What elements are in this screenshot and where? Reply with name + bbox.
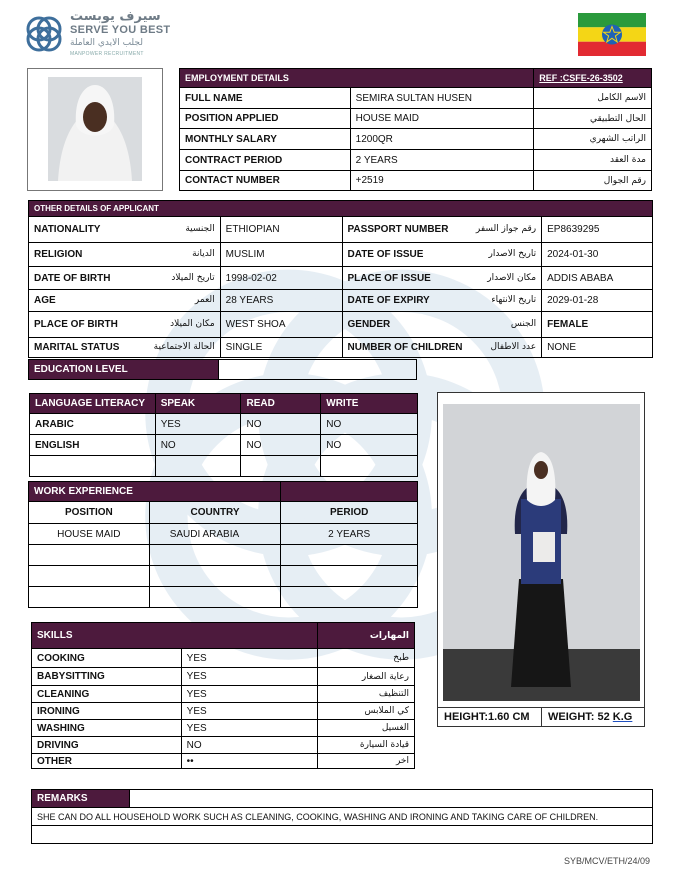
detail-label-ar: الجنسية xyxy=(185,224,215,234)
work-experience-table xyxy=(28,481,418,608)
skill-label: CLEANING xyxy=(32,686,182,703)
skill-label: COOKING xyxy=(32,649,182,668)
language-cell: NO xyxy=(321,414,418,435)
skill-value: NO xyxy=(181,737,318,754)
company-logo xyxy=(22,10,182,60)
detail-value: ETHIOPIAN xyxy=(220,217,342,243)
employment-value: +2519 xyxy=(350,171,534,191)
detail-label: PLACE OF BIRTH xyxy=(34,319,118,330)
logo-arabic: سيرف يوبست xyxy=(70,9,161,24)
logo-sub: MANPOWER RECRUITMENT xyxy=(70,51,144,57)
detail-label: DATE OF BIRTH xyxy=(34,272,111,284)
detail-label-ar: الحالة الاجتماعية xyxy=(153,342,215,352)
work-cell xyxy=(149,566,281,587)
other-details-table xyxy=(28,200,653,358)
language-cell: NO xyxy=(241,435,321,456)
skill-value: YES xyxy=(181,668,318,686)
ref-number: REF :CSFE-26-3502 xyxy=(534,69,652,88)
employment-value: SEMIRA SULTAN HUSEN xyxy=(350,88,534,109)
detail-value: 1998-02-02 xyxy=(220,267,342,290)
employment-row xyxy=(180,150,652,171)
detail-row xyxy=(29,217,653,243)
skill-label: DRIVING xyxy=(32,737,182,754)
employment-label: POSITION APPLIED xyxy=(180,109,351,129)
weight-field xyxy=(542,708,644,727)
detail-label-ar: العمر xyxy=(194,295,215,305)
detail-label-cell xyxy=(29,338,221,358)
logo-english: SERVE YOU BEST xyxy=(70,24,171,36)
work-cell xyxy=(149,545,281,566)
employment-label: FULL NAME xyxy=(180,88,351,109)
language-cell: ARABIC xyxy=(30,414,156,435)
detail-label-ar: مكان الاصدار xyxy=(487,272,537,283)
language-cell xyxy=(321,456,418,477)
employment-row xyxy=(180,88,652,109)
employment-label: MONTHLY SALARY xyxy=(180,129,351,150)
other-details-header: OTHER DETAILS OF APPLICANT xyxy=(29,201,653,217)
skill-row xyxy=(32,720,415,737)
language-cell: NO xyxy=(155,435,241,456)
language-cell: ENGLISH xyxy=(30,435,156,456)
skill-value: YES xyxy=(181,703,318,720)
skill-value: YES xyxy=(181,720,318,737)
employment-value: 1200QR xyxy=(350,129,534,150)
detail-label-cell xyxy=(342,290,542,312)
work-row xyxy=(29,587,418,608)
skills-header: SKILLS xyxy=(32,623,318,649)
full-body-photo-icon xyxy=(443,404,640,701)
detail-label-ar: الديانة xyxy=(192,249,215,259)
skill-label-ar: اخر xyxy=(318,754,415,769)
employment-details-table xyxy=(179,68,652,191)
language-row xyxy=(30,456,418,477)
detail-value: FEMALE xyxy=(542,312,653,338)
detail-label-ar: الجنس xyxy=(510,319,537,329)
work-cell xyxy=(29,566,150,587)
work-cell xyxy=(281,587,418,608)
work-cell: HOUSE MAID xyxy=(29,524,150,545)
education-table xyxy=(28,359,417,380)
applicant-portrait-photo xyxy=(27,68,163,191)
employment-row xyxy=(180,171,652,191)
skill-label: BABYSITTING xyxy=(32,668,182,686)
language-header: WRITE xyxy=(321,394,418,414)
detail-label: GENDER xyxy=(347,319,391,330)
work-column-header: POSITION xyxy=(29,502,150,524)
document-code: SYB/MCV/ETH/24/09 xyxy=(563,856,650,866)
language-cell xyxy=(30,456,156,477)
detail-label-ar: رقم جواز السفر xyxy=(475,224,537,234)
ethiopia-flag-icon xyxy=(578,13,646,56)
language-cell xyxy=(155,456,241,477)
skill-label-ar: الغسيل xyxy=(318,720,415,737)
detail-label-cell xyxy=(342,243,542,267)
language-header: READ xyxy=(241,394,321,414)
skill-row xyxy=(32,686,415,703)
skill-label-ar: قيادة السيارة xyxy=(318,737,415,754)
work-row xyxy=(29,566,418,587)
skill-row xyxy=(32,754,415,769)
employment-label-ar: الحال التطبيقي xyxy=(534,109,652,129)
skill-row xyxy=(32,737,415,754)
detail-label-cell xyxy=(342,338,542,358)
detail-label: AGE xyxy=(34,295,56,306)
detail-label: MARITAL STATUS xyxy=(34,342,120,353)
detail-value: MUSLIM xyxy=(220,243,342,267)
applicant-full-photo xyxy=(437,392,645,727)
detail-label-cell xyxy=(342,312,542,338)
detail-row xyxy=(29,290,653,312)
detail-label: DATE OF ISSUE xyxy=(347,249,424,260)
detail-label: NATIONALITY xyxy=(34,224,101,235)
detail-label-ar: تاريخ الاصدار xyxy=(488,249,537,259)
language-cell: NO xyxy=(321,435,418,456)
language-header: SPEAK xyxy=(155,394,241,414)
detail-label: PLACE OF ISSUE xyxy=(347,272,431,284)
remarks-table xyxy=(31,789,653,844)
remarks-text: SHE CAN DO ALL HOUSEHOLD WORK SUCH AS CLEANING, COOKING, WASHING AND IRONING AND TAKING CARE OF CHILDREN. xyxy=(32,808,653,826)
detail-row xyxy=(29,243,653,267)
language-row xyxy=(30,435,418,456)
language-row xyxy=(30,414,418,435)
work-cell xyxy=(149,587,281,608)
work-cell xyxy=(281,566,418,587)
detail-label: NUMBER OF CHILDREN xyxy=(347,342,463,353)
detail-label-ar: تاريخ الميلاد xyxy=(171,272,215,283)
education-label: EDUCATION LEVEL xyxy=(29,360,219,380)
language-table xyxy=(29,393,418,477)
language-cell: NO xyxy=(241,414,321,435)
skills-header-ar: المهارات xyxy=(318,623,415,649)
skill-label: WASHING xyxy=(32,720,182,737)
language-cell: YES xyxy=(155,414,241,435)
work-row xyxy=(29,524,418,545)
employment-value: HOUSE MAID xyxy=(350,109,534,129)
employment-label-ar: الراتب الشهري xyxy=(534,129,652,150)
weight-value: WEIGHT: 52 xyxy=(548,711,613,723)
work-cell xyxy=(29,587,150,608)
work-column-header: PERIOD xyxy=(281,502,418,524)
detail-value: EP8639295 xyxy=(542,217,653,243)
skill-row xyxy=(32,703,415,720)
detail-label-cell xyxy=(342,267,542,290)
detail-label-cell xyxy=(342,217,542,243)
skill-label-ar: التنظيف xyxy=(318,686,415,703)
detail-value: SINGLE xyxy=(220,338,342,358)
logo-rings-icon xyxy=(22,12,66,56)
skill-label-ar: كي الملابس xyxy=(318,703,415,720)
detail-row xyxy=(29,338,653,358)
work-column-header: COUNTRY xyxy=(149,502,281,524)
education-value xyxy=(218,360,416,380)
work-header: WORK EXPERIENCE xyxy=(29,482,281,502)
detail-label-cell xyxy=(29,243,221,267)
detail-label-cell xyxy=(29,217,221,243)
skill-value: •• xyxy=(181,754,318,769)
employment-label-ar: رقم الجوال xyxy=(534,171,652,191)
detail-value: NONE xyxy=(542,338,653,358)
skill-row xyxy=(32,668,415,686)
work-cell: SAUDI ARABIA xyxy=(149,524,281,545)
work-cell xyxy=(281,545,418,566)
work-row xyxy=(29,545,418,566)
work-cell: 2 YEARS xyxy=(281,524,418,545)
skill-label-ar: طبخ xyxy=(318,649,415,668)
skill-label: OTHER xyxy=(32,754,182,769)
employment-label-ar: الاسم الكامل xyxy=(534,88,652,109)
employment-row xyxy=(180,129,652,150)
detail-label: PASSPORT NUMBER xyxy=(347,224,449,235)
employment-row xyxy=(180,109,652,129)
skill-value: YES xyxy=(181,686,318,703)
remarks-header: REMARKS xyxy=(32,790,130,808)
employment-value: 2 YEARS xyxy=(350,150,534,171)
weight-unit: K.G xyxy=(612,711,633,723)
detail-value: 2024-01-30 xyxy=(542,243,653,267)
employment-label: CONTRACT PERIOD xyxy=(180,150,351,171)
language-header: LANGUAGE LITERACY xyxy=(30,394,156,414)
detail-value: 2029-01-28 xyxy=(542,290,653,312)
detail-value: 28 YEARS xyxy=(220,290,342,312)
skill-value: YES xyxy=(181,649,318,668)
work-cell xyxy=(29,545,150,566)
detail-value: WEST SHOA xyxy=(220,312,342,338)
detail-value: ADDIS ABABA xyxy=(542,267,653,290)
detail-label-ar: عدد الاطفال xyxy=(490,342,537,352)
detail-label-ar: تاريخ الانتهاء xyxy=(491,295,537,305)
detail-label-ar: مكان الميلاد xyxy=(170,319,215,329)
height-value: HEIGHT:1.60 CM xyxy=(438,708,542,727)
detail-row xyxy=(29,312,653,338)
employment-label-ar: مدة العقد xyxy=(534,150,652,171)
detail-label: RELIGION xyxy=(34,249,83,260)
detail-label-cell xyxy=(29,312,221,338)
employment-header: EMPLOYMENT DETAILS xyxy=(180,69,534,88)
skills-table xyxy=(31,622,415,769)
skill-row xyxy=(32,649,415,668)
skill-label: IRONING xyxy=(32,703,182,720)
detail-label: DATE OF EXPIRY xyxy=(347,295,430,306)
detail-label-cell xyxy=(29,267,221,290)
detail-row xyxy=(29,267,653,290)
skill-label-ar: رعاية الصغار xyxy=(318,668,415,686)
employment-label: CONTACT NUMBER xyxy=(180,171,351,191)
detail-label-cell xyxy=(29,290,221,312)
logo-arabic-sub: لجلب الايدي العاملة xyxy=(70,38,143,48)
portrait-photo-icon xyxy=(48,77,142,181)
language-cell xyxy=(241,456,321,477)
